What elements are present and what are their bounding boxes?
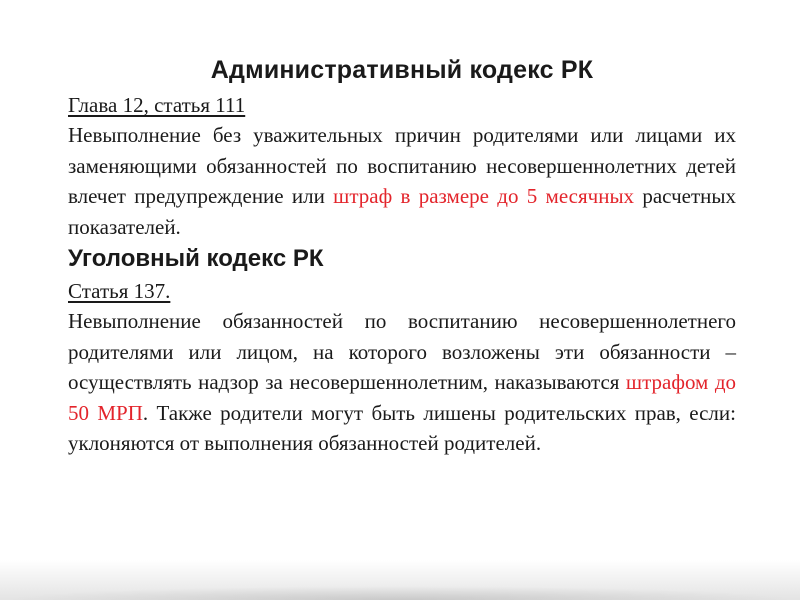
criminal-code-reference: Статья 137.	[68, 279, 171, 303]
criminal-code-paragraph	[68, 306, 736, 459]
slide-content	[68, 50, 736, 459]
slide-bottom-shadow	[0, 560, 800, 600]
admin-code-reference: Глава 12, статья 111	[68, 93, 246, 117]
criminal-code-fine-highlight: штрафом до 50 МРП	[68, 370, 736, 425]
admin-code-text-start: Невыполнение без уважительных причин родителями или лицами их заменяющими обязанностей по воспитанию несовершеннолетних детей влечет предупреждение или	[68, 123, 736, 208]
admin-code-paragraph	[68, 120, 736, 242]
criminal-code-title: Уголовный кодекс РК	[68, 245, 324, 272]
page-title: Административный кодекс РК	[210, 56, 594, 84]
admin-code-text-end: расчетных показателей.	[68, 184, 736, 239]
criminal-code-text-start: Невыполнение обязанностей по воспитанию несовершеннолетнего родителями или лицом, на которого возложены эти обязанности – осуществлять надзор за несовершеннолетним, наказываются	[68, 309, 736, 394]
admin-code-fine-highlight: штраф в размере до 5 месячных	[333, 184, 635, 208]
criminal-code-text-end: . Также родители могут быть лишены родительских прав, если: уклоняются от выполнения обязанностей родителей.	[68, 400, 736, 455]
